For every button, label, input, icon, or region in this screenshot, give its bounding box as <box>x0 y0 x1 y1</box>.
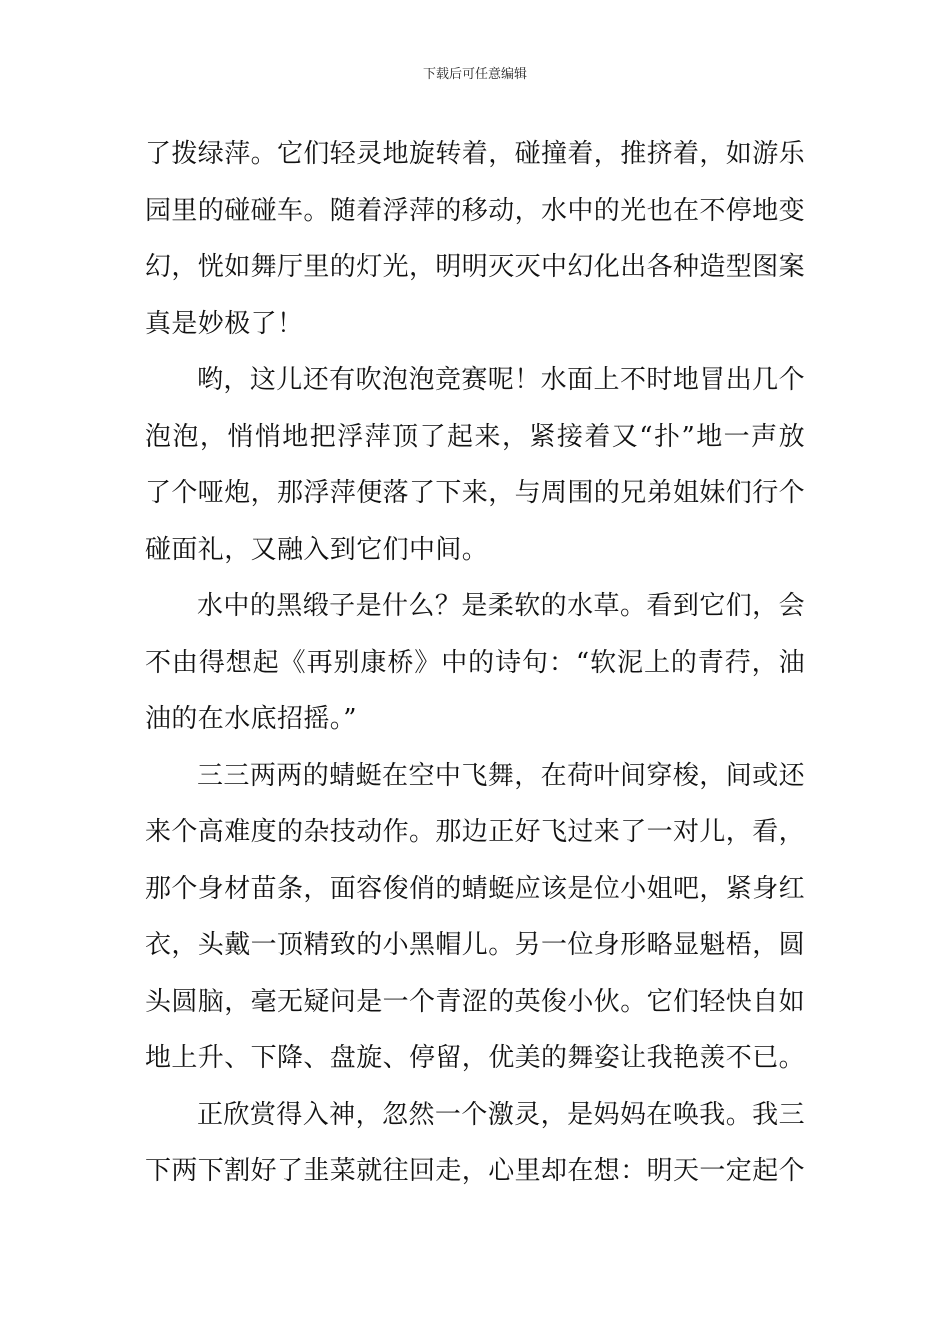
paragraph-3: 水中的黑缎子是什么？是柔软的水草。看到它们，会不由得想起《再别康桥》中的诗句：“软泥上的青荇，油油的在水底招摇。” <box>145 591 805 734</box>
paragraph-4: 三三两两的蜻蜓在空中飞舞，在荷叶间穿梭，间或还来个高难度的杂技动作。那边正好飞过来了一对儿，看，那个身材苗条，面容俊俏的蜻蜓应该是位小姐吧，紧身红衣，头戴一顶精致的小黑帽儿。另一位身形略显魁梧，圆头圆脑，毫无疑问是一个青涩的英俊小伙。它们轻快自如地上升、下降、盘旋、停留，优美的舞姿让我艳羡不已。 <box>145 760 806 1073</box>
paragraph-2: 哟，这儿还有吹泡泡竞赛呢！水面上不时地冒出几个泡泡，悄悄地把浮萍顶了起来，紧接着又“扑”地一声放了个哑炮，那浮萍便落了下来，与周围的兄弟姐妹们行个碰面礼，又融入到它们中间。 <box>145 365 806 565</box>
paragraph-1: 了拨绿萍。它们轻灵地旋转着，碰撞着，推挤着，如游乐园里的碰碰车。随着浮萍的移动，水中的光也在不停地变幻，恍如舞厅里的灯光，明明灭灭中幻化出各种造型图案真是妙极了！ <box>145 139 806 339</box>
page-header: 下载后可任意编辑 <box>422 67 527 82</box>
body-text <box>145 126 805 1200</box>
paragraph-5: 正欣赏得入神，忽然一个激灵，是妈妈在唤我。我三下两下割好了韭菜就往回走，心里却在想：明天一定起个 <box>145 1099 806 1186</box>
